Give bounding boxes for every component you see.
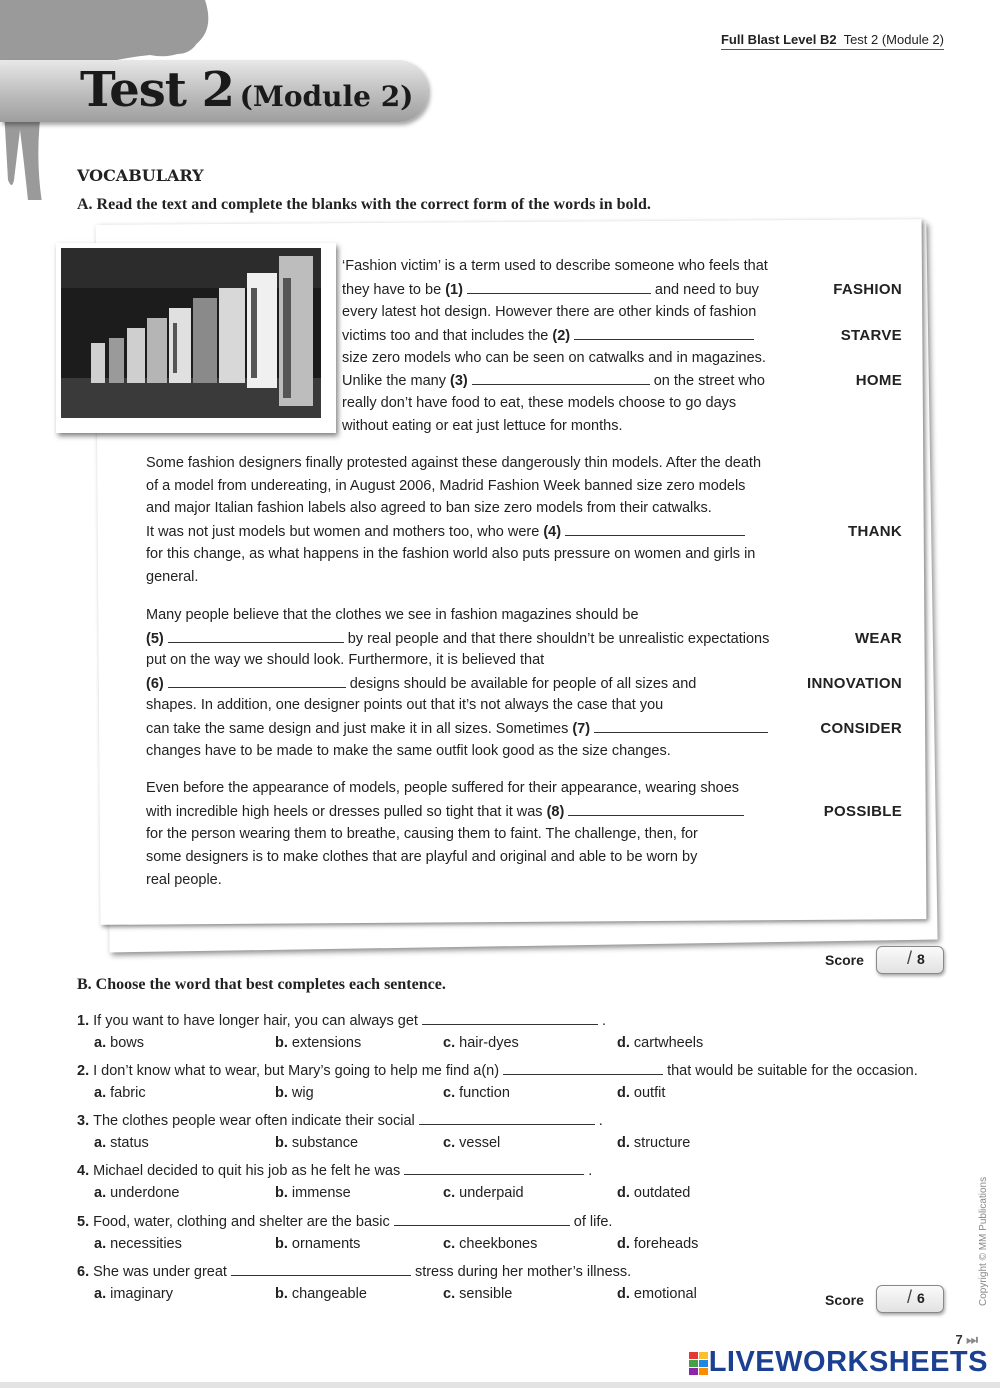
text-line (342, 372, 765, 389)
answer-option[interactable] (275, 1286, 367, 1302)
question-item (77, 1062, 918, 1079)
option-letter: b. (275, 1135, 292, 1151)
line-text: changes have to be made to make the same outfit look good as the size changes. (146, 743, 671, 759)
option-text: cheekbones (459, 1236, 538, 1252)
question-number: 5. (77, 1214, 94, 1230)
part-b-instruction: B. Choose the word that best completes each sentence. (77, 976, 446, 993)
option-letter: b. (275, 1085, 292, 1101)
footer-bar (0, 1382, 1000, 1388)
question-number: 2. (77, 1063, 94, 1079)
option-letter: a. (94, 1085, 111, 1101)
keyword: HOME (855, 372, 902, 389)
line-text: Many people believe that the clothes we see in fashion magazines should be (146, 607, 639, 623)
question-item (77, 1012, 606, 1029)
option-text: fabric (110, 1085, 146, 1101)
text-line (146, 675, 696, 692)
option-text: imaginary (110, 1286, 173, 1302)
line-text: shapes. In addition, one designer points out that it’s not always the case that you (146, 697, 664, 713)
answer-option[interactable] (275, 1135, 358, 1151)
text-line (342, 258, 768, 274)
question-text: She was under great (93, 1264, 227, 1280)
line-text: Some fashion designers finally protested against these dangerously thin models. After the death (146, 455, 762, 471)
answer-option[interactable] (94, 1135, 149, 1151)
text-line (146, 849, 697, 865)
part-a-score-box[interactable]: / 8 (876, 946, 944, 974)
fashion-runway-photo (56, 243, 336, 433)
text-line (146, 546, 755, 562)
question-item (77, 1112, 603, 1129)
option-text: bows (110, 1035, 144, 1051)
text-line (146, 872, 222, 888)
answer-blank[interactable] (467, 281, 651, 294)
answer-option[interactable] (275, 1185, 351, 1201)
option-text: outfit (633, 1085, 666, 1101)
option-letter: b. (275, 1185, 292, 1201)
question-text: I don’t know what to wear, but Mary’s going to help me find a(n) (93, 1063, 500, 1079)
question-text: . (601, 1013, 606, 1029)
answer-option[interactable] (94, 1085, 146, 1101)
answer-blank[interactable] (594, 720, 768, 733)
keyword: WEAR (854, 630, 902, 647)
option-text: sensible (459, 1286, 513, 1302)
option-text: structure (633, 1135, 691, 1151)
text-line (146, 826, 698, 842)
option-letter: c. (443, 1185, 460, 1201)
keyword: CONSIDER (820, 720, 902, 737)
line-text: designs should be available for people of all sizes and (349, 676, 697, 692)
gap-number: (6) (146, 676, 164, 692)
line-text: every latest hot design. However there are other kinds of fashion (342, 304, 757, 320)
option-text: ornaments (291, 1236, 361, 1252)
text-line (146, 720, 772, 737)
part-b-score-box[interactable]: / 6 (876, 1285, 944, 1313)
question-text: . (598, 1113, 603, 1129)
answer-blank[interactable] (404, 1162, 584, 1175)
option-letter: d. (617, 1236, 634, 1252)
skip-forward-icon: ⏭ (966, 1332, 978, 1347)
text-line (146, 607, 639, 623)
line-text: they have to be (342, 282, 446, 298)
answer-option[interactable] (94, 1286, 173, 1302)
line-text: without eating or eat just lettuce for months. (342, 418, 623, 434)
keyword: POSSIBLE (823, 803, 902, 820)
line-text: can take the same design and just make it in all sizes. Sometimes (146, 721, 573, 737)
option-letter: d. (617, 1185, 634, 1201)
text-line (146, 455, 761, 471)
option-text: underdone (110, 1185, 180, 1201)
text-line (146, 630, 769, 647)
keyword: STARVE (840, 327, 902, 344)
text-line (146, 803, 748, 820)
answer-option[interactable] (617, 1085, 665, 1101)
line-text: ‘Fashion victim’ is a term used to describe someone who feels that (342, 258, 768, 274)
text-line (342, 350, 766, 366)
text-line (342, 418, 622, 434)
text-line (146, 697, 663, 713)
liveworksheets-brand: LIVEWORKSHEETS (708, 1346, 988, 1378)
option-letter: d. (617, 1286, 634, 1302)
option-text: substance (291, 1135, 359, 1151)
text-line (342, 281, 759, 298)
text-line (342, 304, 756, 320)
option-text: extensions (291, 1035, 362, 1051)
line-text: It was not just models but women and mothers too, who were (146, 524, 544, 540)
gap-number: (4) (543, 524, 562, 540)
part-b-score-label: Score (825, 1292, 864, 1308)
option-text: vessel (459, 1135, 501, 1151)
question-text: The clothes people wear often indicate their social (93, 1113, 415, 1129)
line-text: really don’t have food to eat, these models choose to go days (342, 395, 737, 411)
question-item (77, 1162, 592, 1179)
question-number: 1. (77, 1013, 94, 1029)
text-line (146, 652, 544, 668)
option-text: foreheads (633, 1236, 699, 1252)
keyword: INNOVATION (807, 675, 902, 692)
copyright-notice: Copyright © MM Publications (978, 1176, 989, 1306)
line-text: for the person wearing them to breathe, causing them to faint. The challenge, then, for (146, 826, 698, 842)
option-letter: d. (617, 1085, 634, 1101)
header-reference: Full Blast Level B2 Test 2 (Module 2) (721, 32, 944, 50)
option-letter: c. (443, 1085, 460, 1101)
option-letter: d. (617, 1135, 634, 1151)
option-text: underpaid (459, 1185, 524, 1201)
line-text: put on the way we should look. Furthermore, it is believed that (146, 652, 545, 668)
text-line (146, 743, 671, 759)
text-line (342, 327, 758, 344)
text-line (146, 780, 739, 796)
answer-option[interactable] (443, 1286, 512, 1302)
answer-option[interactable] (443, 1035, 519, 1051)
answer-blank[interactable] (168, 675, 346, 688)
option-letter: a. (94, 1185, 111, 1201)
text-line (146, 523, 749, 540)
gap-number: (2) (552, 328, 571, 344)
text-line (342, 395, 736, 411)
line-text: of a model from undereating, in August 2006, Madrid Fashion Week banned size zero models (146, 478, 746, 494)
answer-option[interactable] (94, 1185, 179, 1201)
page-title: Test 2 (Module 2) (80, 62, 414, 118)
gap-number: (8) (546, 804, 565, 820)
question-number: 6. (77, 1264, 94, 1280)
question-text: . (588, 1163, 593, 1179)
option-letter: c. (443, 1035, 460, 1051)
part-a-score-total: 8 (917, 951, 925, 967)
line-text: real people. (146, 872, 222, 888)
answer-blank[interactable] (568, 803, 744, 816)
section-heading: VOCABULARY (77, 166, 204, 185)
question-number: 4. (77, 1163, 94, 1179)
question-item (77, 1213, 612, 1230)
answer-blank[interactable] (231, 1263, 411, 1276)
answer-option[interactable] (443, 1135, 500, 1151)
answer-option[interactable] (443, 1236, 537, 1252)
line-text: with incredible high heels or dresses pulled so tight that it was (146, 804, 547, 820)
answer-option[interactable] (617, 1236, 698, 1252)
question-text: of life. (573, 1214, 613, 1230)
line-text: for this change, as what happens in the fashion world also puts pressure on women and girls in (146, 546, 756, 562)
answer-option[interactable] (94, 1035, 144, 1051)
line-text: victims too and that includes the (342, 328, 553, 344)
option-letter: a. (94, 1286, 111, 1302)
option-text: status (110, 1135, 149, 1151)
question-text: Food, water, clothing and shelter are the basic (93, 1214, 390, 1230)
text-line (146, 569, 198, 585)
line-text: and need to buy (654, 282, 759, 298)
answer-option[interactable] (443, 1185, 524, 1201)
answer-option[interactable] (275, 1236, 360, 1252)
question-text: that would be suitable for the occasion. (667, 1063, 918, 1079)
option-text: wig (291, 1085, 314, 1101)
option-letter: a. (94, 1035, 111, 1051)
option-letter: c. (443, 1135, 460, 1151)
page-number: 7 ⏭ (955, 1332, 978, 1347)
option-text: hair-dyes (459, 1035, 519, 1051)
question-text: If you want to have longer hair, you can always get (93, 1013, 418, 1029)
part-a-score-label: Score (825, 952, 864, 968)
option-text: necessities (110, 1236, 182, 1252)
keyword: THANK (848, 523, 902, 540)
text-line (146, 500, 712, 516)
option-text: changeable (291, 1286, 367, 1302)
option-text: outdated (633, 1185, 691, 1201)
part-a-instruction: A. Read the text and complete the blanks with the correct form of the words in bold. (77, 196, 651, 213)
option-text: function (459, 1085, 510, 1101)
question-number: 3. (77, 1113, 94, 1129)
option-letter: b. (275, 1286, 292, 1302)
answer-option[interactable] (94, 1236, 182, 1252)
answer-option[interactable] (617, 1035, 703, 1051)
answer-blank[interactable] (394, 1213, 570, 1226)
answer-blank[interactable] (574, 327, 754, 340)
line-text: Unlike the many (342, 373, 450, 389)
text-line (146, 478, 745, 494)
line-text: Even before the appearance of models, people suffered for their appearance, wearing shoes (146, 780, 740, 796)
part-b-score-total: 6 (917, 1290, 925, 1306)
line-text: by real people and that there shouldn’t be unrealistic expectations (347, 631, 770, 647)
answer-blank[interactable] (422, 1012, 598, 1025)
answer-blank[interactable] (168, 630, 344, 643)
line-text: and major Italian fashion labels also agreed to ban size zero models from their catwalks. (146, 500, 712, 516)
gap-number: (3) (450, 373, 468, 389)
answer-blank[interactable] (503, 1062, 663, 1075)
gap-number: (5) (146, 631, 164, 647)
option-text: immense (291, 1185, 351, 1201)
line-text: size zero models who can be seen on catwalks and in magazines. (342, 350, 766, 366)
answer-option[interactable] (617, 1286, 697, 1302)
option-letter: b. (275, 1035, 292, 1051)
option-letter: a. (94, 1135, 111, 1151)
option-letter: c. (443, 1286, 460, 1302)
option-text: cartwheels (633, 1035, 704, 1051)
question-text: stress during her mother’s illness. (414, 1264, 632, 1280)
answer-blank[interactable] (419, 1112, 595, 1125)
line-text: some designers is to make clothes that are playful and original and able to be worn by (146, 849, 698, 865)
line-text: general. (146, 569, 199, 585)
answer-blank[interactable] (472, 372, 650, 385)
line-text: on the street who (653, 373, 765, 389)
option-letter: c. (443, 1236, 460, 1252)
answer-option[interactable] (275, 1085, 314, 1101)
question-text: Michael decided to quit his job as he felt he was (93, 1163, 401, 1179)
option-letter: a. (94, 1236, 111, 1252)
option-letter: d. (617, 1035, 634, 1051)
gap-number: (1) (445, 282, 463, 298)
answer-option[interactable] (275, 1035, 361, 1051)
answer-option[interactable] (617, 1185, 690, 1201)
option-letter: b. (275, 1236, 292, 1252)
question-item (77, 1263, 631, 1280)
keyword: FASHION (833, 281, 902, 298)
answer-blank[interactable] (565, 523, 745, 536)
gap-number: (7) (572, 721, 591, 737)
option-text: emotional (633, 1286, 697, 1302)
answer-option[interactable] (617, 1135, 690, 1151)
answer-option[interactable] (443, 1085, 510, 1101)
